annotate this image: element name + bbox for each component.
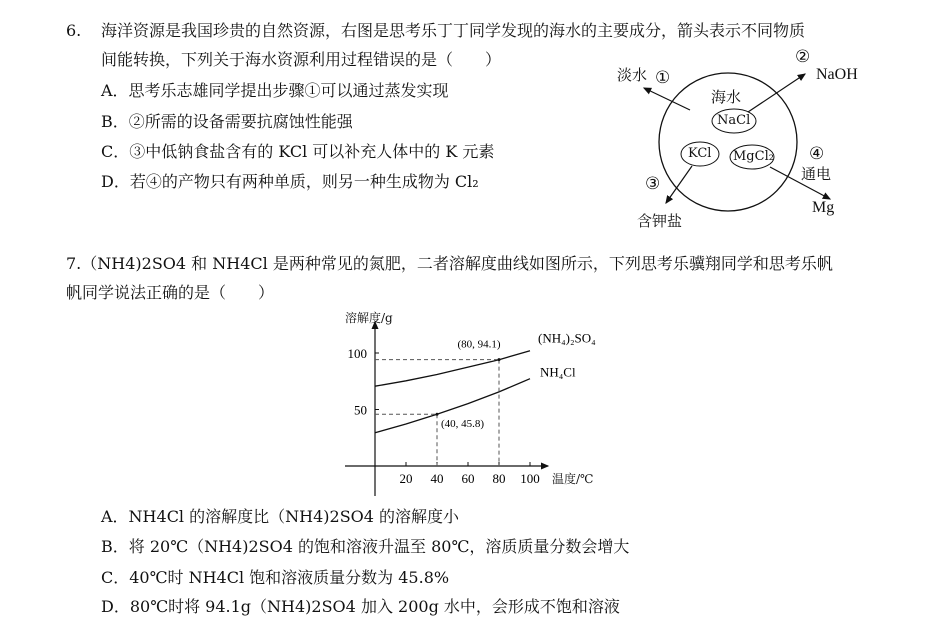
x-axis-label: 温度/℃ [552,472,594,486]
step-2-label: ② [795,47,811,67]
q6-option-c: C．③中低钠食盐含有的 KCl 可以补充人体中的 K 元素 [101,142,495,161]
x-tick-label: 60 [461,471,475,486]
x-tick-label: 40 [430,471,444,486]
step-4-label: ④ [809,144,825,164]
q7-stem-line1: 7.（NH4)2SO4 和 NH4Cl 是两种常见的氮肥，二者溶解度曲线如图所示，下列思考乐骥翔同学和思考乐帆 [66,254,833,273]
y-tick-label: 50 [354,402,367,418]
q7-option-a: A．NH4Cl 的溶解度比（NH4)2SO4 的溶解度小 [101,507,460,526]
mgcl2-label: MgCl₂ [733,149,774,164]
q6-option-a: A．思考乐志雄同学提出步骤①可以通过蒸发实现 [101,81,449,100]
q7-option-b: B．将 20℃（NH4)2SO4 的饱和溶液升温至 80℃，溶质质量分数会增大 [101,537,630,556]
q6-option-d: D．若④的产物只有两种单质，则另一种生成物为 Cl₂ [101,172,479,191]
data-annotation: (80, 94.1) [457,338,501,351]
q6-number: 6. [66,21,82,40]
y-tick-label: 100 [347,346,367,361]
k-salt-label: 含钾盐 [637,212,683,230]
q7-option-c: C．40℃时 NH4Cl 饱和溶液质量分数为 45.8% [101,568,450,587]
electrolysis-label: 通电 [801,165,832,183]
step-1-label: ① [655,68,671,88]
series-line [375,351,530,387]
x-tick-label: 100 [520,471,540,486]
q6-stem-line2: 间能转换，下列关于海水资源利用过程错误的是（ ） [101,50,502,69]
q7-stem-line2: 帆同学说法正确的是（ ） [66,283,275,302]
q6-option-b: B．②所需的设备需要抗腐蚀性能强 [101,112,353,131]
series-label: (NH₄)₂SO₄ [538,330,596,346]
step-3-label: ③ [645,174,661,194]
seawater-label: 海水 [711,88,742,106]
data-point [436,413,439,416]
mg-label: Mg [812,199,835,216]
data-point [498,358,501,361]
q6-stem-line1: 海洋资源是我国珍贵的自然资源，右图是思考乐丁丁同学发现的海水的主要成分，箭头表示不同物质 [101,21,806,40]
nacl-label: NaCl [717,113,751,128]
kcl-label: KCl [688,146,712,161]
series-label: NH₄Cl [540,364,576,380]
q7-option-d: D．80℃时将 94.1g（NH4)2SO4 加入 200g 水中，会形成不饱和溶液 [101,597,620,616]
y-axis-label: 溶解度/g [345,311,393,325]
data-annotation: (40, 45.8) [441,418,485,431]
x-tick-label: 20 [399,471,413,486]
x-tick-label: 80 [492,471,506,486]
fresh-water-label: 淡水 [617,66,648,84]
naoh-label: NaOH [816,66,858,83]
